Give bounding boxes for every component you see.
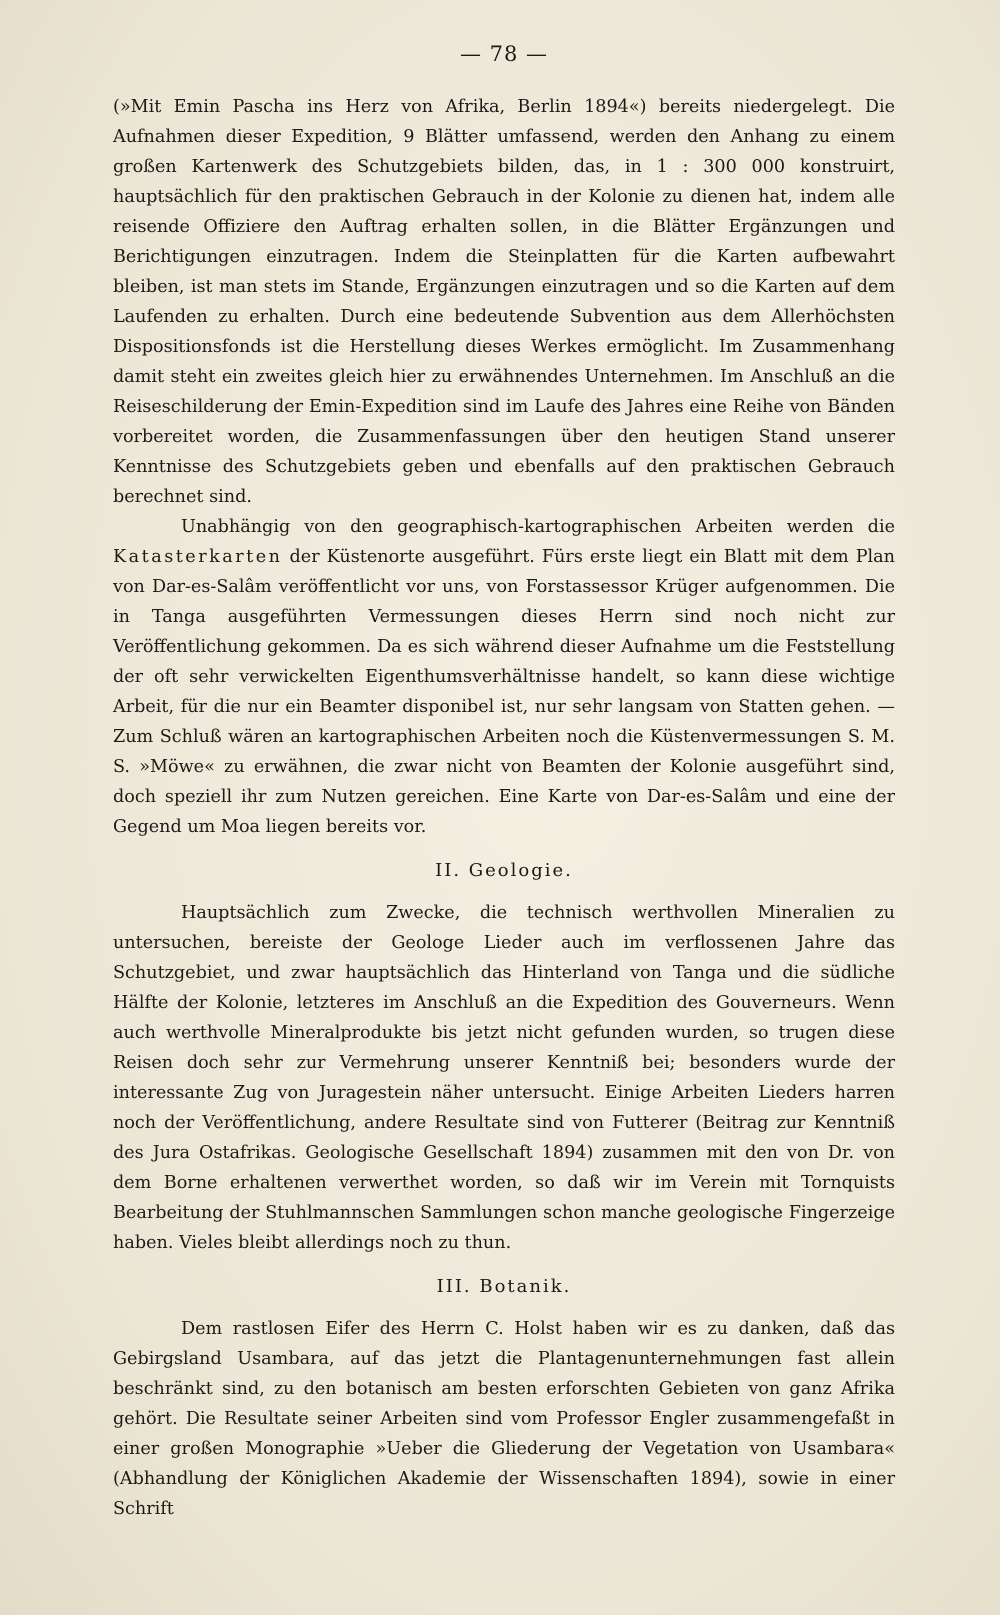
- paragraph-katasterkarten: [113, 512, 895, 842]
- katasterkarten-spaced-term: Katasterkarten: [113, 547, 283, 567]
- paragraph-katasterkarten-after: der Küstenorte ausgeführt. Fürs erste liegt ein Blatt mit dem Plan von Dar-es-Salâm veröffentlicht vor uns, von Forstassessor Krüger aufgenommen. Die in Tanga ausgeführten Vermessungen dieses Herrn sind noch nicht zur Veröffentlichung gekommen. Da es sich während dieser Aufnahme um die Feststellung der oft sehr verwickelten Eigenthumsverhältnisse handelt, so kann diese wichtige Arbeit, für die nur ein Beamter disponibel ist, nur sehr langsam von Statten gehen. — Zum Schluß wären an kartographischen Arbeiten noch die Küstenvermessungen S. M. S. »Möwe« zu erwähnen, die zwar nicht von Beamten der Kolonie ausgeführt sind, doch speziell ihr zum Nutzen gereichen. Eine Karte von Dar-es-Salâm und eine der Gegend um Moa liegen bereits vor.: [113, 547, 895, 837]
- section-heading-geologie: II. Geologie.: [435, 860, 573, 881]
- paragraph-expedition-maps: (»Mit Emin Pascha ins Herz von Afrika, Berlin 1894«) bereits niedergelegt. Die Aufnahmen dieser Expedition, 9 Blätter umfassend, werden den Anhang zu einem großen Kartenwerk des Schutzgebiets bilden, das, in 1 : 300 000 konstruirt, hauptsächlich für den praktischen Gebrauch in der Kolonie zu dienen hat, indem alle reisende Offiziere den Auftrag erhalten sollen, in die Blätter Ergänzungen und Berichtigungen einzutragen. Indem die Steinplatten für die Karten aufbewahrt bleiben, ist man stets im Stande, Ergänzungen einzutragen und so die Karten auf dem Laufenden zu erhalten. Durch eine bedeutende Subvention aus dem Allerhöchsten Dispositionsfonds ist die Herstellung dieses Werkes ermöglicht. Im Zusammenhang damit steht ein zweites gleich hier zu erwähnendes Unternehmen. Im Anschluß an die Reiseschilderung der Emin-Expedition sind im Laufe des Jahres eine Reihe von Bänden vorbereitet worden, die Zusammenfassungen über den heutigen Stand unserer Kenntnisse des Schutzgebiets geben und ebenfalls auf den praktischen Gebrauch berechnet sind.: [113, 97, 895, 507]
- paragraph-botanik: Dem rastlosen Eifer des Herrn C. Holst haben wir es zu danken, daß das Gebirgsland Usambara, auf das jetzt die Plantagenunternehmungen fast allein beschränkt sind, zu den botanisch am besten erforschten Gebieten von ganz Afrika gehört. Die Resultate seiner Arbeiten sind vom Professor Engler zusammengefaßt in einer großen Monographie »Ueber die Gliederung der Vegetation von Usambara« (Abhandlung der Königlichen Akademie der Wissenschaften 1894), sowie in einer Schrift: [113, 1319, 895, 1519]
- paragraph-geologie: Hauptsächlich zum Zwecke, die technisch werthvollen Mineralien zu untersuchen, bereiste der Geologe Lieder auch im verflossenen Jahre das Schutzgebiet, und zwar hauptsächlich das Hinterland von Tanga und die südliche Hälfte der Kolonie, letzteres im Anschluß an die Expedition des Gouverneurs. Wenn auch werthvolle Mineralprodukte bis jetzt nicht gefunden wurden, so trugen diese Reisen doch sehr zur Vermehrung unserer Kenntniß bei; besonders wurde der interessante Zug von Juragestein näher untersucht. Einige Arbeiten Lieders harren noch der Veröffentlichung, andere Resultate sind von Futterer (Beitrag zur Kenntniß des Jura Ostafrikas. Geologische Gesellschaft 1894) zusammen mit den von Dr. von dem Borne erhaltenen verwerthet worden, so daß wir im Verein mit Tornquists Bearbeitung der Stuhlmannschen Sammlungen schon manche geologische Fingerzeige haben. Vieles bleibt allerdings noch zu thun.: [113, 903, 895, 1253]
- page-number: — 78 —: [459, 42, 549, 66]
- paragraph-katasterkarten-before: Unabhängig von den geographisch-kartographischen Arbeiten werden die: [181, 517, 895, 537]
- section-heading-botanik: III. Botanik.: [436, 1276, 572, 1297]
